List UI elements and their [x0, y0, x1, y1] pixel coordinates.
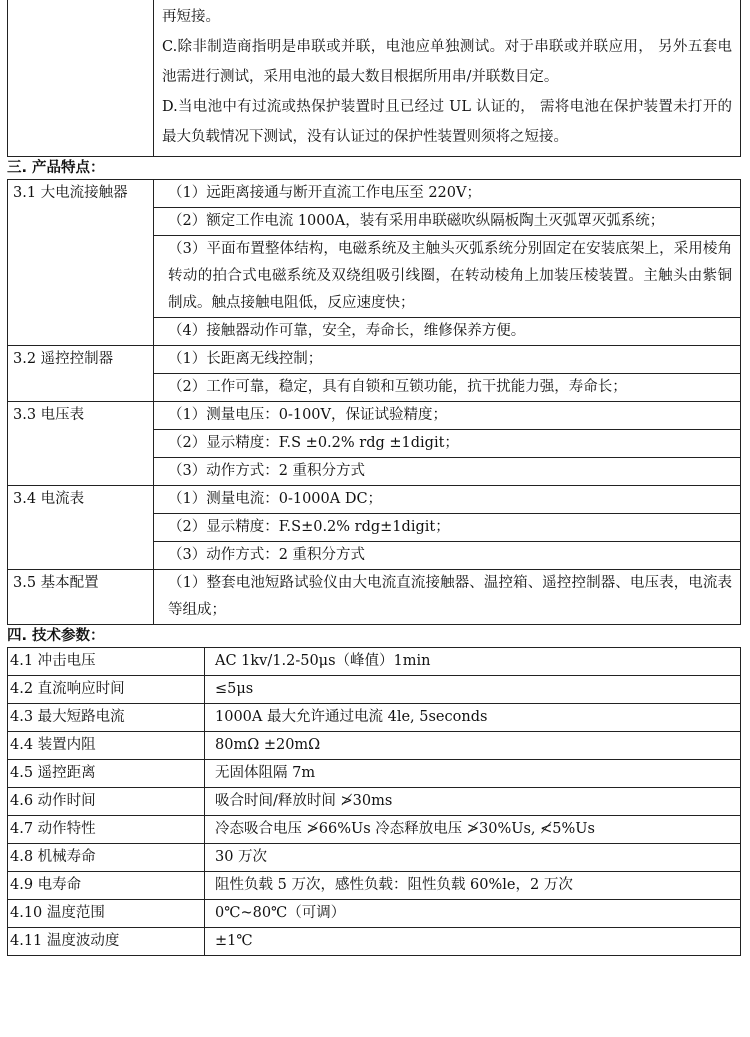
- table-row: [8, 486, 741, 514]
- group-label: 3.2 遥控控制器: [8, 346, 154, 402]
- table-row: [8, 180, 741, 208]
- test-conditions-table: [7, 0, 741, 157]
- param-label: 4.8 机械寿命: [8, 844, 205, 872]
- table-row: [8, 928, 741, 956]
- feature-item: （1）测量电压：0-100V，保证试验精度；: [154, 402, 741, 430]
- param-value: 1000A 最大允许通过电流 4le, 5seconds: [205, 704, 741, 732]
- table-row: [8, 732, 741, 760]
- param-label: 4.11 温度波动度: [8, 928, 205, 956]
- table-row: [8, 676, 741, 704]
- param-value: 无固体阻隔 7m: [205, 760, 741, 788]
- feature-item: （3）平面布置整体结构，电磁系统及主触头灭弧系统分别固定在安装底架上，采用棱角转动的拍合式电磁系统及双绕组吸引线圈，在转动棱角上加装压棱装置。主触头由紫铜制成。触点接触电阻低，反应速度快；: [154, 236, 741, 318]
- section-title-parameters: 四. 技术参数：: [7, 628, 105, 644]
- group-label: 3.5 基本配置: [8, 570, 154, 625]
- table-row: [8, 844, 741, 872]
- table-row: [8, 648, 741, 676]
- table-row: [8, 402, 741, 430]
- param-value: 80mΩ ±20mΩ: [205, 732, 741, 760]
- param-label: 4.2 直流响应时间: [8, 676, 205, 704]
- table-row: [8, 760, 741, 788]
- feature-item: （1）长距离无线控制；: [154, 346, 741, 374]
- parameters-table: [7, 647, 741, 956]
- section-title-features: 三. 产品特点：: [7, 160, 105, 176]
- text-paragraph: C.除非制造商指明是串联或并联，电池应单独测试。对于串联或并联应用， 另外五套电池需进行测试，采用电池的最大数目根据所用串/并联数目定。: [162, 39, 732, 85]
- features-table: [7, 179, 741, 625]
- document-page: [7, 0, 740, 956]
- table-row: [8, 816, 741, 844]
- table-row: [8, 900, 741, 928]
- param-value: 吸合时间/释放时间 ≯30ms: [205, 788, 741, 816]
- feature-item: （3）动作方式：2 重积分方式: [154, 458, 741, 486]
- feature-item: （1）远距离接通与断开直流工作电压至 220V；: [154, 180, 741, 208]
- group-label: 3.4 电流表: [8, 486, 154, 570]
- feature-item: （4）接触器动作可靠，安全，寿命长，维修保养方便。: [154, 318, 741, 346]
- param-label: 4.7 动作特性: [8, 816, 205, 844]
- table-row: [8, 0, 741, 157]
- table-row: [8, 570, 741, 625]
- param-value: 30 万次: [205, 844, 741, 872]
- table-row: [8, 346, 741, 374]
- param-value: AC 1kv/1.2-50μs（峰值）1min: [205, 648, 741, 676]
- param-value: ±1℃: [205, 928, 741, 956]
- table-row: [8, 872, 741, 900]
- group-label: 3.1 大电流接触器: [8, 180, 154, 346]
- param-label: 4.4 装置内阻: [8, 732, 205, 760]
- table-row: [8, 704, 741, 732]
- param-value: 0℃~80℃（可调）: [205, 900, 741, 928]
- param-label: 4.10 温度范围: [8, 900, 205, 928]
- param-value: ≤5μs: [205, 676, 741, 704]
- feature-item: （1）整套电池短路试验仪由大电流直流接触器、温控箱、遥控控制器、电压表，电流表等组成；: [154, 570, 741, 625]
- param-label: 4.3 最大短路电流: [8, 704, 205, 732]
- description-cell: [154, 0, 741, 157]
- param-label: 4.6 动作时间: [8, 788, 205, 816]
- param-label: 4.1 冲击电压: [8, 648, 205, 676]
- feature-item: （2）显示精度：F.S ±0.2% rdg ±1digit；: [154, 430, 741, 458]
- group-label: 3.3 电压表: [8, 402, 154, 486]
- feature-item: （2）工作可靠，稳定，具有自锁和互锁功能，抗干扰能力强，寿命长；: [154, 374, 741, 402]
- empty-label-cell: [8, 0, 154, 157]
- param-value: 阻性负载 5 万次，感性负载：阻性负载 60%le，2 万次: [205, 872, 741, 900]
- param-value: 冷态吸合电压 ≯66%Us 冷态释放电压 ≯30%Us, ≮5%Us: [205, 816, 741, 844]
- table-row: [8, 788, 741, 816]
- feature-item: （1）测量电流：0-1000A DC；: [154, 486, 741, 514]
- param-label: 4.5 遥控距离: [8, 760, 205, 788]
- param-label: 4.9 电寿命: [8, 872, 205, 900]
- feature-item: （2）显示精度：F.S±0.2% rdg±1digit；: [154, 514, 741, 542]
- text-paragraph: D.当电池中有过流或热保护装置时且已经过 UL 认证的， 需将电池在保护装置未打开的最大负载情况下测试，没有认证过的保护性装置则须将之短接。: [162, 99, 732, 145]
- feature-item: （2）额定工作电流 1000A，装有采用串联磁吹纵隔板陶土灭弧罩灭弧系统；: [154, 208, 741, 236]
- text-line: 再短接。: [162, 9, 220, 25]
- feature-item: （3）动作方式：2 重积分方式: [154, 542, 741, 570]
